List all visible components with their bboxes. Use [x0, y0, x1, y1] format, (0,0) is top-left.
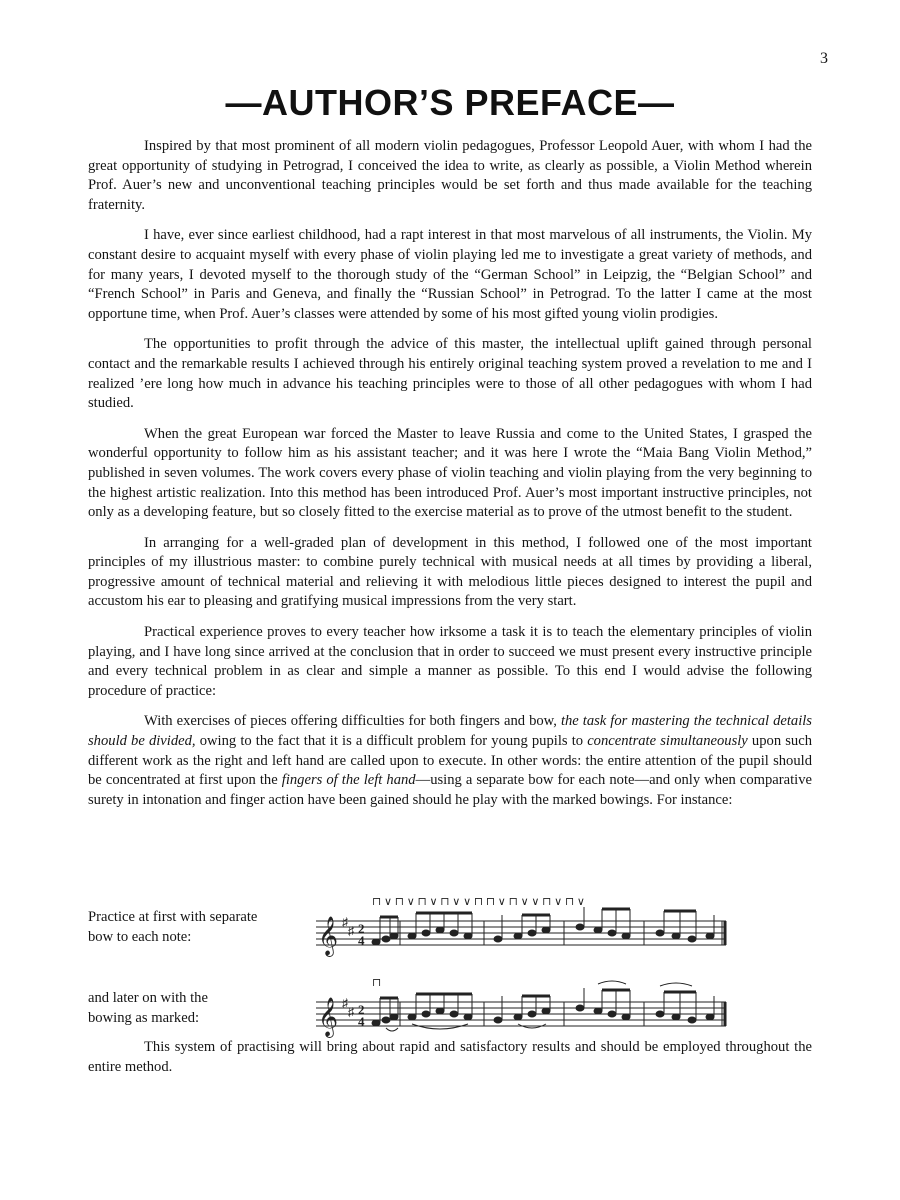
- note: [672, 933, 680, 939]
- note: [622, 1014, 630, 1020]
- music-staff-1: [314, 897, 734, 959]
- p7-italic: the task for mastering the technical details should be divided,: [88, 713, 812, 750]
- note: [450, 930, 458, 936]
- note: [464, 1014, 472, 1020]
- paragraph-4: When the great European war forced the Master to leave Russia and come to the United States, I grasped the wonderful opportunity to follow him as his assistant teacher; and it was here I wrote the “Maia Bang Violin Method,” published in seven volumes. The work covers every phase of violin teaching and violin playing from the very beginning to the highest artistic realization. Into this method has been introduced Prof. Auer’s most important instructive principles, not only as a developing feature, but so closely fitted to the exercise material as to prove of the utmost benefit to the student.: [88, 425, 812, 521]
- sharp-icon: ♯: [342, 996, 348, 1010]
- note: [494, 1017, 502, 1023]
- p7-italic: concentrate simultaneously: [587, 733, 748, 750]
- note: [706, 1014, 714, 1020]
- time-signature-bottom: 4: [358, 1014, 365, 1029]
- p7-italic: fingers of the left hand: [281, 772, 416, 789]
- note: [436, 1008, 444, 1014]
- sharp-icon: ♯: [348, 924, 354, 938]
- music-staff-2: [314, 978, 734, 1040]
- page-title: —AUTHOR’S PREFACE—: [225, 82, 675, 123]
- note: [390, 1014, 398, 1020]
- time-signature-top: 2: [358, 921, 365, 936]
- note: [372, 1020, 380, 1026]
- note: [672, 1014, 680, 1020]
- example-label: [88, 988, 298, 1028]
- paragraph-6: Practical experience proves to every teacher how irksome a task it is to teach the elementary principles of violin playing, and I have long since arrived at the conclusion that in order to succeed we must present every instructive principle and every technical problem in as clear and simple a manner as possible. To this end I would advise the following procedure of practice:: [88, 624, 812, 699]
- closing-section: [88, 1038, 812, 1088]
- time-signature-bottom: 4: [358, 933, 365, 948]
- note: [450, 1011, 458, 1017]
- example-label: [88, 907, 298, 947]
- sharp-icon: ♯: [348, 1005, 354, 1019]
- slur: [598, 981, 626, 984]
- bowing-marks: ⊓ ∨ ⊓ ∨ ⊓ ∨ ⊓ ∨ ∨ ⊓ ⊓ ∨ ⊓ ∨ ∨ ⊓ ∨ ⊓ ∨: [372, 897, 585, 908]
- note: [576, 1005, 584, 1011]
- p7-text: With exercises of pieces offering difficulties for both fingers and bow,: [144, 713, 557, 730]
- p7-text: —using a separate bow for each note—and only when comparative surety in intonation and finger action have been gained should he play with the marked bowings. For instance:: [88, 772, 813, 808]
- note: [422, 1011, 430, 1017]
- example-label-line: and later on with the: [88, 990, 208, 1006]
- paragraph-3: The opportunities to profit through the advice of this master, the intellectual uplift gained through personal contact and the remarkable results I achieved through his entirely original teaching system proved a revelation to me and I realized ’ere long how much in advance his teaching principles were to those of all other pedagogues with whom I had studied.: [88, 336, 812, 412]
- slur: [386, 1028, 398, 1031]
- note: [436, 927, 444, 933]
- preface-body: [88, 137, 812, 821]
- note: [408, 933, 416, 939]
- note: [390, 933, 398, 939]
- note: [528, 930, 536, 936]
- paragraph-2: I have, ever since earliest childhood, had a rapt interest in that most marvelous of all instruments, the Violin. My constant desire to acquaint myself with every phase of violin playing led me to investigate a great variety of methods, and for many years, I devoted myself to the thorough study of the “German School” in Leipzig, the “Belgian School” and “French School” in Paris and Geneva, and finally the “Russian School” in Petrograd. To the latter I came at the most opportune time, when Prof. Auer’s classes were attended by some of his most gifted young violin prodigies.: [88, 227, 812, 322]
- note: [594, 927, 602, 933]
- page-number: 3: [820, 50, 828, 67]
- p7-text: upon such different work as the right and left hand are called upon to execute. In other words: the entire attention of the pupil should be concentrated at first upon the: [88, 733, 812, 789]
- note: [656, 1011, 664, 1017]
- p7-text: owing to the fact that it is a difficult problem for young pupils to: [199, 733, 584, 750]
- note: [382, 1017, 390, 1023]
- note: [408, 1014, 416, 1020]
- note: [514, 1014, 522, 1020]
- bowing-marks: ⊓: [372, 978, 382, 989]
- closing-paragraph: This system of practising will bring about rapid and satisfactory results and should be employed throughout the entire method.: [88, 1039, 812, 1075]
- treble-clef-icon: 𝄞: [318, 997, 339, 1037]
- note: [576, 924, 584, 930]
- note: [608, 1011, 616, 1017]
- time-signature-top: 2: [358, 1002, 365, 1017]
- note: [688, 1017, 696, 1023]
- paragraph-1: Inspired by that most prominent of all modern violin pedagogues, Professor Leopold Auer, with whom I had the great opportunity of studying in Petrograd, I conceived the idea to write, as clearly as possible, a Violin Method wherein Prof. Auer’s new and unconventional teaching principles would be set forth and thus made available for the teaching fraternity.: [88, 138, 812, 213]
- note: [542, 927, 550, 933]
- note: [622, 933, 630, 939]
- note: [528, 1011, 536, 1017]
- note: [382, 936, 390, 942]
- note: [608, 930, 616, 936]
- note: [542, 1008, 550, 1014]
- paragraph-5: In arranging for a well-graded plan of development in this method, I followed one of the most important principles of my illustrious master: to combine purely technical with musical needs at all times by providing a liberal, progressive amount of technical material and relieving it with melodious little pieces designed to interest the pupil and accustom his ear to pleasing and gratifying musical impressions from the very start.: [88, 534, 812, 610]
- note: [494, 936, 502, 942]
- treble-clef-icon: 𝄞: [318, 916, 339, 956]
- example-label-line: bow to each note:: [88, 929, 192, 945]
- example-label-line: Practice at first with separate: [88, 909, 258, 925]
- note: [464, 933, 472, 939]
- note: [688, 936, 696, 942]
- note: [422, 930, 430, 936]
- paragraph-7: [88, 712, 812, 810]
- note: [514, 933, 522, 939]
- slur: [660, 983, 692, 986]
- example-label-line: bowing as marked:: [88, 1010, 200, 1026]
- note: [706, 933, 714, 939]
- note: [656, 930, 664, 936]
- note: [372, 939, 380, 945]
- note: [594, 1008, 602, 1014]
- sharp-icon: ♯: [342, 915, 348, 929]
